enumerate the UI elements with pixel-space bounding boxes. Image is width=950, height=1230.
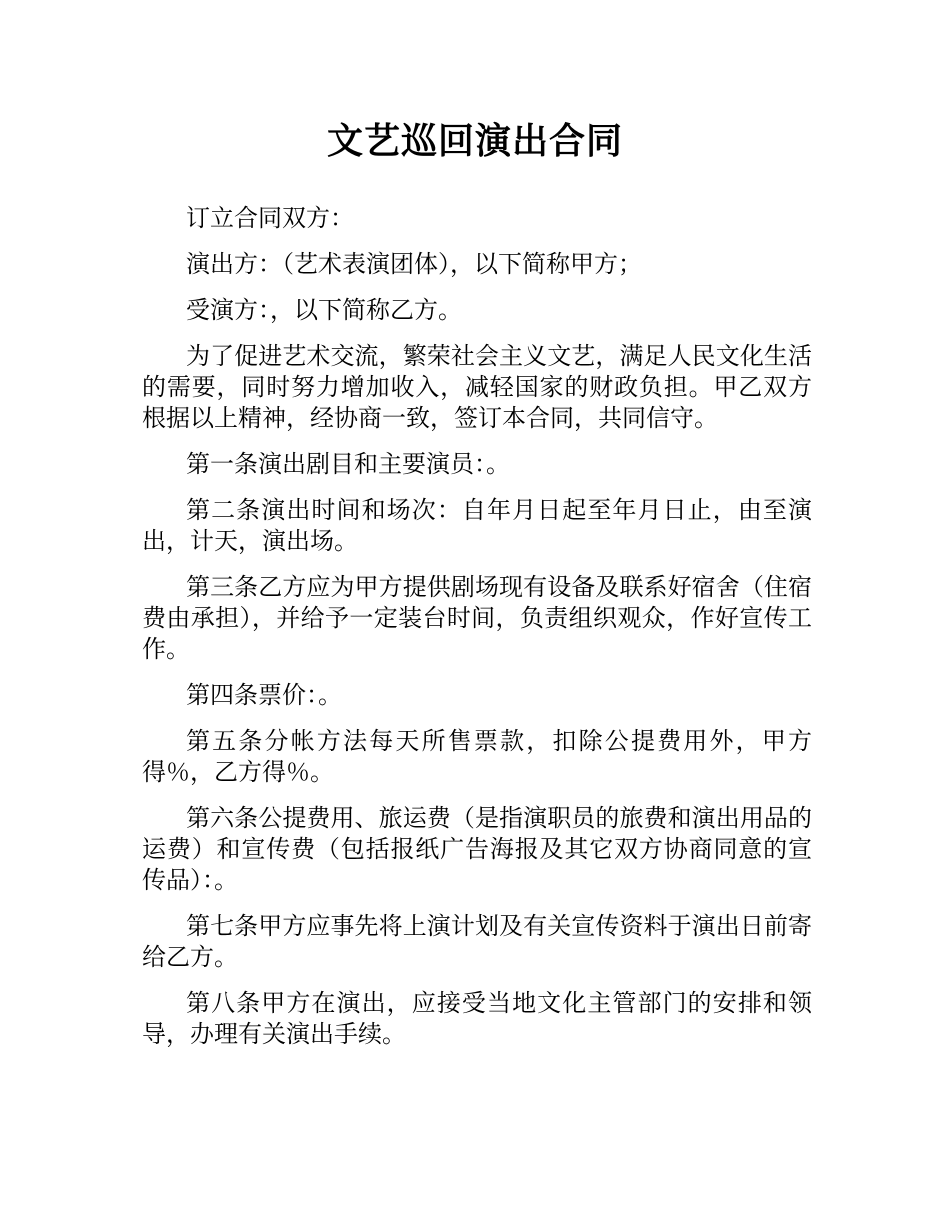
paragraph-article-7: 第七条甲方应事先将上演计划及有关宣传资料于演出日前寄给乙方。 [142, 912, 812, 971]
paragraph-article-2: 第二条演出时间和场次：自年月日起至年月日止，由至演出，计天，演出场。 [142, 496, 812, 555]
document-title: 文艺巡回演出合同 [326, 121, 623, 162]
paragraph-preamble: 为了促进艺术交流，繁荣社会主义文艺，满足人民文化生活的需要，同时努力增加收入，减轻国家的财政负担。甲乙双方根据以上精神，经协商一致，签订本合同，共同信守。 [142, 342, 812, 432]
paragraph-article-8: 第八条甲方在演出，应接受当地文化主管部门的安排和领导，办理有关演出手续。 [142, 989, 812, 1048]
paragraph-article-6: 第六条公提费用、旅运费（是指演职员的旅费和演出用品的运费）和宣传费（包括报纸广告海报及其它双方协商同意的宣传品）：。 [142, 804, 812, 894]
paragraph-article-3: 第三条乙方应为甲方提供剧场现有设备及联系好宿舍（住宿费由承担），并给予一定装台时间，负责组织观众，作好宣传工作。 [142, 573, 812, 663]
paragraph-article-5: 第五条分帐方法每天所售票款，扣除公提费用外，甲方得％，乙方得％。 [142, 727, 812, 786]
paragraph-article-4: 第四条票价：。 [186, 681, 342, 709]
paragraph-article-1: 第一条演出剧目和主要演员：。 [186, 450, 510, 478]
paragraph-party-b: 受演方：，以下简称乙方。 [186, 296, 462, 324]
paragraph-parties-intro: 订立合同双方： [186, 204, 354, 232]
paragraph-party-a: 演出方：（艺术表演团体），以下简称甲方； [186, 250, 642, 278]
document-body [142, 203, 812, 1065]
